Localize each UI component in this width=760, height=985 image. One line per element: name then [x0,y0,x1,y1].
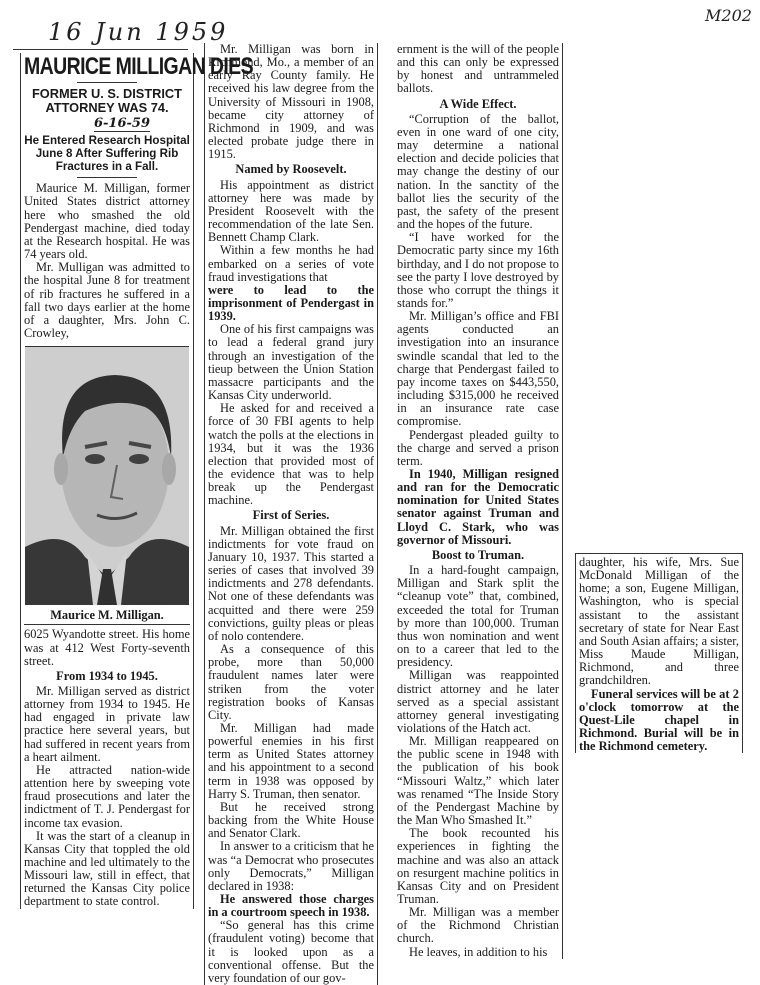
handwritten-date: 16 Jun 1959 [48,18,229,46]
paragraph: He attracted nation-wide attention here by sweeping vote fraud prosecutions and later the indictment of T. J. Pendergast for income tax evasion. [24,762,190,830]
paragraph: Mr. Milligan’s office and FBI agents conducted an investigation into an insurance swindle scandal that led to the charge that Pendergast failed to pay income taxes on $443,550, including $315,000 he received in an insurance rate case compromise. [397,309,559,429]
section-subhead: A Wide Effect. [439,96,517,111]
portrait-image [25,347,189,605]
paragraph: Mr. Mulligan was admitted to the hospital June 8 for treatment of rib fractures he suffered in a fall two days earlier at the home of a daughter, Mrs. John C. Crowley, [24,260,190,341]
paragraph: Mr. Milligan served as district attorney from 1934 to 1945. He had engaged in private law practice here several years, but had suffered in recent years from a heart ailment. [24,683,190,764]
paragraph: Milligan was reappointed district attorney and he later served as a special assistant attorney general investigating violations of the Hatch act. [397,668,559,735]
article-column-3 [394,43,563,959]
paragraph: As a consequence of this probe, more than 50,000 fraudulent names later were striken from the voter registration books of Kansas City. [208,642,374,722]
paragraph: Mr. Milligan was born in Richmond, Mo., a member of an early Ray County family. He received his law degree from the University of Missouri in 1908, became city attorney of Richmond in 1909, and was elected probate judge there in 1915. [208,42,374,162]
paragraph: “So general has this crime (fraudulent voting) become that it is looked upon as a conventional offense. But the very foundation of our gov- [208,918,374,985]
paragraph: He asked for and received a force of 30 FBI agents to help watch the polls at the elections in 1934, but it was the 1936 election that provided most of the evidence that was to help break up the Pendergast machine. [208,401,374,508]
paragraph: In a hard-fought campaign, Milligan and Stark split the “cleanup vote” that, combined, exceeded the total for Truman by more than 100,000. Truman thus won nomination and went on to a career that led to the presidency. [397,563,559,670]
body-text [24,182,190,340]
paragraph: 6025 Wyandotte street. His home was at 412 West Forty-seventh street. [24,627,190,668]
paragraph: Mr. Milligan reappeared on the public scene in 1948 with the publication of his book “Missouri Waltz,” which later was renamed “The Inside Story of the Pendergast Machine by the Man Who Smashed It.” [397,734,559,828]
headline: MAURICE MILLIGAN DIES [24,52,253,81]
handwritten-reference-number: M202 [705,6,752,25]
paragraph: The book recounted his experiences in fighting the machine and was also an attack on resurgent machine politics in Kansas City and on President Truman. [397,826,559,906]
paragraph: ernment is the will of the people and this can only be expressed by honest and untrammeled ballots. [397,42,559,96]
photo-caption: Maurice M. Milligan. [24,609,190,625]
paragraph: Mr. Milligan obtained the first indictments for vote fraud on January 10, 1937. This started a series of cases that involved 39 indictments and 278 defendants. Not one of these defendants was acquitted and there were 259 convictions, guilty pleas or pleas of nolo contendere. [208,523,374,643]
paragraph: Mr. Milligan had made powerful enemies in his first term as United States attorney and his appointment to a second term in 1938 was opposed by Harry S. Truman, then senator. [208,720,374,801]
paragraph: “Corruption of the ballot, even in one ward of one city, may determine a national election and decide policies that may change the destiny of our nation. In the sanctity of the ballot lies the security of the past, the safety of the present and the hopes of the future. [397,111,559,232]
paragraph: Mr. Milligan was a member of the Richmond Christian church. [397,905,559,946]
section-subhead: Named by Roosevelt. [235,162,347,177]
paragraph: He answered those charges in a courtroom speech in 1938. [208,892,374,920]
paragraph: Within a few months he had embarked on a series of vote fraud investigations that [208,243,374,284]
top-rule [13,49,188,50]
paragraph: But he received strong backing from the White House and Senator Clark. [208,799,374,841]
paragraph: Maurice M. Milligan, former United States district attorney here who smashed the old Pendergast machine, died today at the Research hospital. He was 74 years old. [24,181,190,262]
article-column-2 [204,43,378,985]
date-stamp: 6-16-59 [93,116,151,132]
paragraph: were to lead to the imprisonment of Pendergast in 1939. [208,282,374,324]
paragraph: He leaves, in addition to his [409,944,548,959]
article-column-4 [575,553,743,753]
divider [77,177,137,178]
paragraph: His appointment as district attorney here was made by President Roosevelt with the recommendation of the late Sen. Bennett Champ Clark. [208,177,374,245]
paragraph: daughter, his wife, Mrs. Sue McDonald Milligan of the home; a son, Eugene Milligan, Washington, who is special assistant to the assistant secretary of state for Near East and South Asian affairs; a sister, Miss Maude Milligan, Richmond, and three grandchildren. [579,555,739,688]
paragraph: Pendergast pleaded guilty to the charge and served a prison term. [397,427,559,468]
paragraph: Funeral services will be at 2 o'clock tomorrow at the Quest-Lile chapel in Richmond. Burial will be in the Richmond cemetery. [579,686,739,754]
paragraph: In 1940, Milligan resigned and ran for the Democratic nomination for United States senator against Truman and Lloyd C. Stark, who was governor of Missouri. [397,467,559,547]
portrait-photo [25,346,189,605]
section-subhead: From 1934 to 1945. [56,668,158,683]
deck: He Entered Research Hospital June 8 After Suffering Rib Fractures in a Fall. [24,134,190,174]
article-column-1 [20,52,253,909]
paragraph: It was the start of a cleanup in Kansas City that toppled the old machine and led ultimately to the Missouri law, still in effect, that returned the Kansas City police department to state control. [24,828,190,909]
paragraph: In answer to a criticism that he was “a Democrat who prosecutes only Democrats,” Milligan declared in 1938: [208,839,374,893]
divider [77,82,137,83]
paragraph: One of his first campaigns was to lead a federal grand jury through an investigation of the tieup between the Union Station massacre participants and the Kansas City underworld. [208,322,374,403]
subheadline: FORMER U. S. DISTRICT ATTORNEY WAS 74. [31,86,182,116]
section-subhead: Boost to Truman. [431,547,525,562]
paragraph: “I have worked for the Democratic party since my 16th birthday, and I do not propose to see the party I love destroyed by those who corrupt the things it stands for.” [397,230,559,310]
section-subhead: First of Series. [252,508,330,523]
